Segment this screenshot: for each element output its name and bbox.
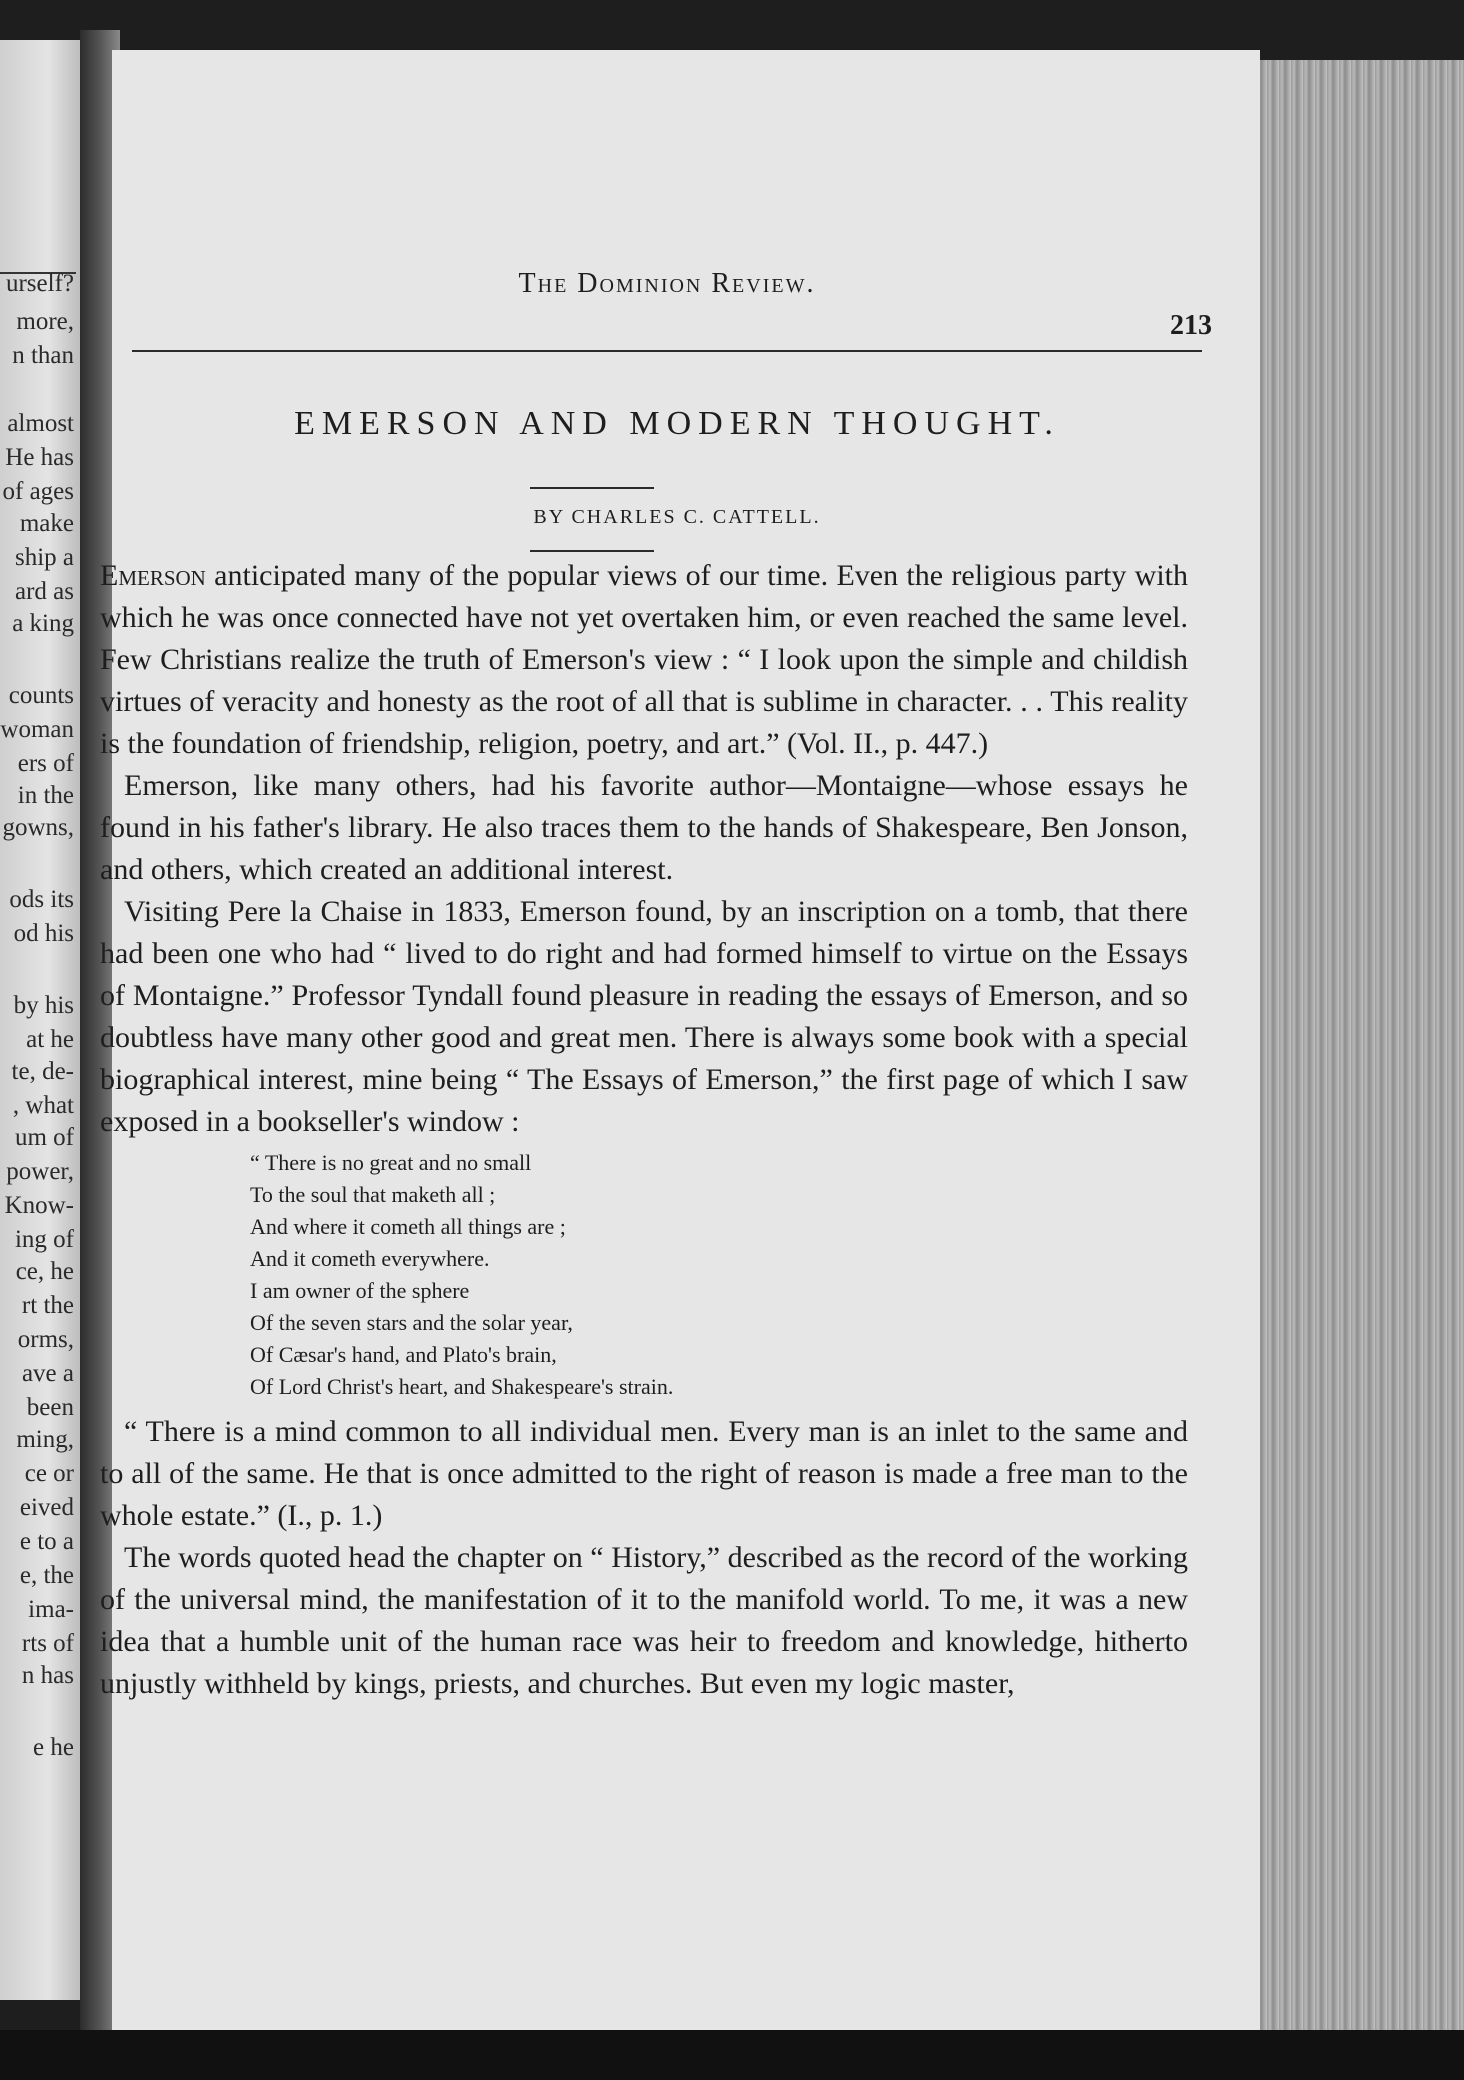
facing-page-text: e he bbox=[33, 1734, 74, 1761]
facing-page-text: ima- bbox=[28, 1596, 74, 1623]
facing-page-text: ing of bbox=[14, 1226, 74, 1253]
facing-page-text: ship a bbox=[14, 544, 74, 571]
paragraph: Emerson, like many others, had his favorite author—Montaigne—whose essays he found in his father's library. He also traces them to the hands of Shakespeare, Ben Jonson, and others, which created an additional interest. bbox=[100, 769, 1188, 886]
poem-line: Of Cæsar's hand, and Plato's brain, bbox=[250, 1342, 557, 1367]
facing-page-text: a king bbox=[12, 610, 74, 637]
drop-word: Emerson bbox=[100, 559, 206, 592]
running-head: The Dominion Review. bbox=[518, 268, 816, 299]
facing-page-text: ers of bbox=[17, 750, 74, 777]
poem-quote bbox=[100, 1147, 1188, 1403]
facing-page-text: Know- bbox=[4, 1192, 74, 1219]
facing-page-text: of ages bbox=[2, 478, 74, 505]
facing-page-text: at he bbox=[26, 1026, 74, 1053]
facing-page-text: ming, bbox=[16, 1426, 74, 1453]
paragraph: “ There is a mind common to all individual men. Every man is an inlet to the same and to all of the same. He that is once admitted to the right of reason is made a free man to the whole estate.” (I., p. 1.) bbox=[100, 1415, 1188, 1532]
facing-page-text: almost bbox=[7, 410, 74, 437]
facing-page-text: ods its bbox=[9, 886, 74, 913]
facing-page-text: power, bbox=[6, 1158, 74, 1185]
poem-line: Of Lord Christ's heart, and Shakespeare's strain. bbox=[250, 1374, 674, 1399]
page-number: 213 bbox=[1170, 310, 1212, 341]
byline-rule bbox=[530, 550, 654, 552]
facing-page-text: urself? bbox=[5, 270, 74, 297]
poem-line: Of the seven stars and the solar year, bbox=[250, 1310, 573, 1335]
paragraph: Visiting Pere la Chaise in 1833, Emerson found, by an inscription on a tomb, that there had been one who had “ lived to do right and had formed himself to virtue on the Essays of Montaigne.” Professor Tyndall found pleasure in reading the essays of Emerson, and so doubtless have many other good and great men. There is always some book with a special biographical interest, mine being “ The Essays of Emerson,” the first page of which I saw exposed in a bookseller's window : bbox=[100, 895, 1188, 1138]
facing-page-text: e, the bbox=[19, 1562, 74, 1589]
paragraph: The words quoted head the chapter on “ History,” described as the record of the working of the universal mind, the manifestation of it to the manifold world. To me, it was a new idea that a humble unit of the human race was heir to freedom and knowledge, hitherto unjustly withheld by kings, priests, and churches. But even my logic master, bbox=[100, 1541, 1188, 1700]
facing-page-text: make bbox=[19, 510, 74, 537]
facing-page-text: gowns, bbox=[2, 814, 74, 841]
page-edges bbox=[1255, 60, 1464, 2040]
facing-page-text: more, bbox=[16, 308, 74, 335]
facing-page-text: n has bbox=[21, 1662, 74, 1689]
article-title: EMERSON AND MODERN THOUGHT. bbox=[294, 405, 1060, 442]
facing-page-text: te, de- bbox=[11, 1058, 74, 1085]
facing-page-text: um of bbox=[14, 1124, 74, 1151]
article-body bbox=[100, 555, 1188, 1705]
book-page bbox=[100, 50, 1260, 2040]
poem-line: To the soul that maketh all ; bbox=[250, 1182, 496, 1207]
byline: BY CHARLES C. CATTELL. bbox=[533, 506, 821, 528]
title-rule bbox=[530, 487, 654, 489]
poem-line: “ There is no great and no small bbox=[250, 1150, 532, 1175]
facing-page-text: rt the bbox=[21, 1292, 74, 1319]
facing-page-text: counts bbox=[8, 682, 74, 709]
facing-page-text: n than bbox=[12, 342, 74, 369]
facing-page-text: ard as bbox=[15, 578, 74, 605]
facing-page-text: od his bbox=[13, 920, 74, 947]
facing-page-text: woman bbox=[0, 716, 74, 743]
facing-page-fragment bbox=[0, 40, 80, 2000]
facing-page-text: He has bbox=[5, 444, 74, 471]
facing-page-text: orms, bbox=[17, 1326, 74, 1353]
page-header bbox=[122, 220, 1212, 360]
facing-page-text: eived bbox=[19, 1494, 74, 1521]
header-rule bbox=[132, 350, 1202, 352]
facing-page-text: ce or bbox=[24, 1460, 74, 1487]
paragraph bbox=[100, 555, 1188, 765]
facing-page-text: e to a bbox=[19, 1528, 74, 1555]
poem-line: And where it cometh all things are ; bbox=[250, 1214, 566, 1239]
facing-page-text: , what bbox=[12, 1092, 74, 1119]
poem-line: I am owner of the sphere bbox=[250, 1278, 470, 1303]
facing-page-text: by his bbox=[13, 992, 74, 1019]
facing-page-text: been bbox=[26, 1394, 74, 1421]
paragraph-text: anticipated many of the popular views of our time. Even the religious party with which he was once connected have not yet overtaken him, or even reached the same level. Few Christians realize the truth of Emerson's view : “ I look upon the simple and childish virtues of veracity and honesty as the root of all that is sublime in character. . . This reality is the foundation of friendship, religion, poetry, and art.” (Vol. II., p. 447.) bbox=[100, 559, 1188, 760]
poem-line: And it cometh everywhere. bbox=[250, 1246, 490, 1271]
facing-page-text: rts of bbox=[21, 1630, 74, 1657]
facing-page-text: ave a bbox=[21, 1360, 74, 1387]
scan-border bbox=[0, 2030, 1464, 2080]
facing-page-text: ce, he bbox=[15, 1258, 74, 1285]
facing-page-text: in the bbox=[17, 782, 74, 809]
